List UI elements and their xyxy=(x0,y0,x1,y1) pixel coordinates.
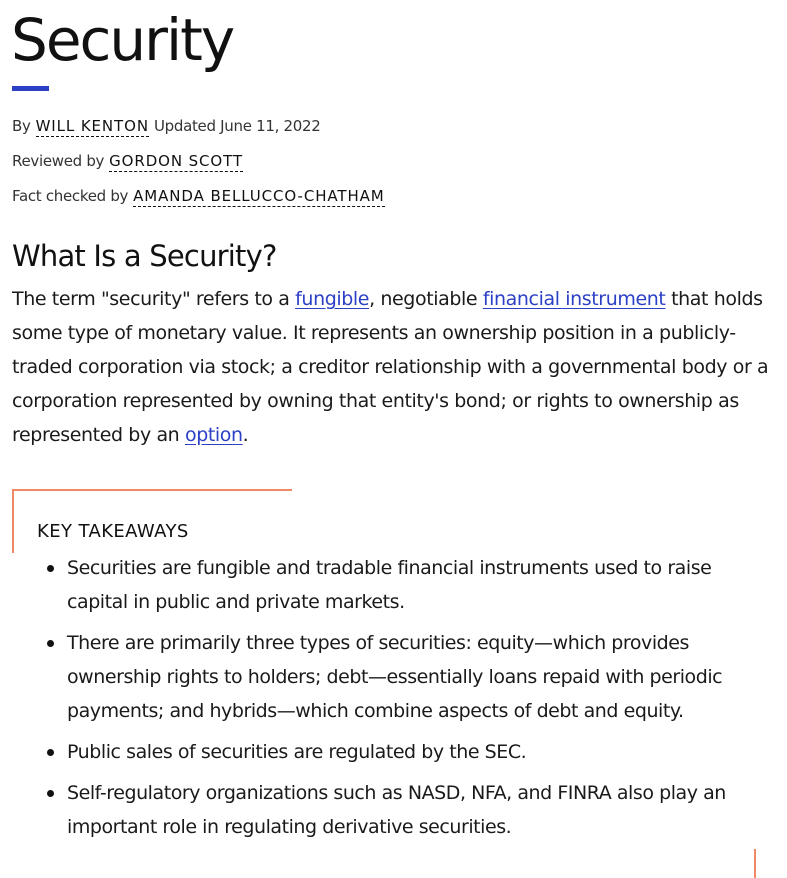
by-label: By xyxy=(12,117,31,135)
fact-checked-label: Fact checked by xyxy=(12,187,129,205)
key-takeaways-box xyxy=(12,489,757,878)
reviewed-by-label: Reviewed by xyxy=(12,152,105,170)
byline-reviewer xyxy=(12,150,248,172)
takeaways-left-border xyxy=(12,489,14,553)
takeaway-item: Public sales of securities are regulated by the SEC. xyxy=(67,735,747,769)
updated-date: Updated June 11, 2022 xyxy=(153,117,321,135)
intro-text-2: , negotiable xyxy=(369,288,483,310)
byline-author xyxy=(12,115,321,137)
title-accent-bar xyxy=(12,86,49,91)
key-takeaways-heading: KEY TAKEAWAYS xyxy=(37,521,189,542)
option-link[interactable]: option xyxy=(184,424,243,446)
intro-paragraph xyxy=(12,282,772,452)
byline-fact-checker xyxy=(12,185,390,207)
section-heading: What Is a Security? xyxy=(12,239,277,273)
takeaway-item: Securities are fungible and tradable financial instruments used to raise capital in public and private markets. xyxy=(67,551,747,619)
reviewer-link[interactable]: GORDON SCOTT xyxy=(109,152,244,170)
page-title: Security xyxy=(11,6,234,74)
key-takeaways-list xyxy=(67,551,747,851)
takeaway-item: Self-regulatory organizations such as NASD, NFA, and FINRA also play an important role in regulating derivative securities. xyxy=(67,776,747,844)
author-link[interactable]: WILL KENTON xyxy=(35,117,149,135)
takeaways-right-border xyxy=(754,849,756,878)
intro-text-1: The term "security" refers to a xyxy=(12,288,296,310)
financial-instrument-link[interactable]: financial instrument xyxy=(482,288,666,310)
fungible-link[interactable]: fungible xyxy=(295,288,370,310)
intro-text-4: . xyxy=(242,424,249,446)
takeaways-top-border xyxy=(12,489,292,491)
intro-text-3: that holds some type of monetary value. It represents an ownership position in a publicly-traded corporation via stock; a creditor relationship with a governmental body or a corporation represented by owning that entity's bond; or rights to ownership as represented by an xyxy=(12,288,769,446)
fact-checker-link[interactable]: AMANDA BELLUCCO-CHATHAM xyxy=(133,187,385,205)
takeaway-item: There are primarily three types of securities: equity—which provides ownership rights to holders; debt—essentially loans repaid with periodic payments; and hybrids—which combine aspects of debt and equity. xyxy=(67,626,747,728)
